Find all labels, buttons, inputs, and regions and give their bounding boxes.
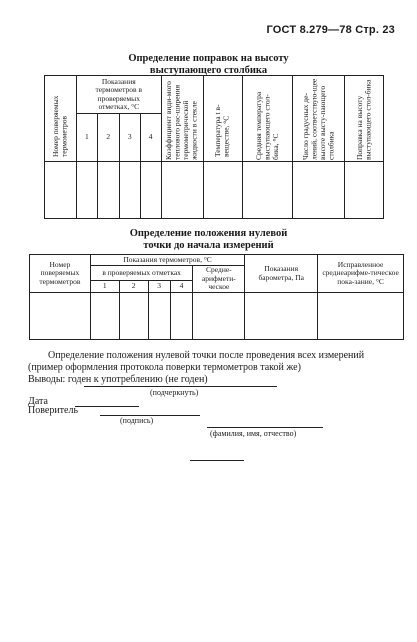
section2-title-line2: точки до начала измерений (143, 240, 274, 251)
conclusion-underline (84, 386, 277, 387)
paragraph-line2: (пример оформления протокола поверки термометров такой же) (28, 362, 301, 373)
end-rule (190, 460, 244, 461)
col-header-avg-temp: Средняя температура выступающего стол-бика, °С (243, 76, 293, 162)
col-header-number: Номер поверяемых термометров (30, 255, 91, 293)
sub-col-2: 2 (97, 114, 119, 162)
name-line (207, 427, 323, 428)
name-note: (фамилия, имя, отчество) (210, 429, 297, 438)
col-header-marks: в проверяемых отметках (90, 266, 193, 281)
sub-col-2: 2 (119, 281, 148, 293)
section1-title-line2: выступающего столбика (149, 65, 268, 76)
col-header-correction: Поправка на высоту выступающего стол-бика (345, 76, 384, 162)
col-header-degrees: Число градусных де-лений, соответствую-щее высоте высту-пающего столбика (293, 76, 345, 162)
col-header-barometer: Показания барометра, Па (245, 255, 318, 293)
col-header-mean: Средне-арифмети-ческое (193, 266, 245, 293)
page-header: ГОСТ 8.279—78 Стр. 23 (266, 24, 395, 36)
table-row (45, 162, 384, 219)
sub-col-1: 1 (90, 281, 119, 293)
sub-col-4: 4 (170, 281, 193, 293)
paragraph-line1: Определение положения нулевой точки после проведения всех измерений (48, 350, 365, 361)
date-label: Дата (28, 396, 48, 407)
table-row (30, 293, 404, 340)
col-header-readings: Показания термометров в проверяемых отметках, °С (76, 76, 161, 114)
signature-note: (подпись) (120, 416, 154, 425)
zero-point-table (29, 254, 404, 340)
conclusion: Выводы: годен к употреблению (не годен) (28, 374, 208, 385)
verifier-label: Поверитель (28, 405, 79, 416)
section2-title-line1: Определение положения нулевой (129, 228, 288, 239)
sub-col-3: 3 (148, 281, 170, 293)
col-header-coeff: Коэффициент види-мого теплового рас-ширения термометрической жидкости в стекле (161, 76, 203, 162)
underline-note: (подчеркнуть) (150, 388, 199, 397)
section1-title-line1: Определение поправок на высоту (128, 53, 289, 64)
date-line (75, 406, 139, 407)
sub-col-1: 1 (76, 114, 97, 162)
col-header-readings: Показания термометров, °С (90, 255, 244, 266)
col-header-corrected: Исправленное среднеарифме-тическое пока-зание, °С (318, 255, 404, 293)
col-header-number: Номер поверяемых термометров (45, 76, 77, 162)
sub-col-3: 3 (119, 114, 140, 162)
col-header-temp: Температура t в-веществе, °С (203, 76, 243, 162)
sub-col-4: 4 (140, 114, 161, 162)
corrections-table (44, 75, 384, 219)
